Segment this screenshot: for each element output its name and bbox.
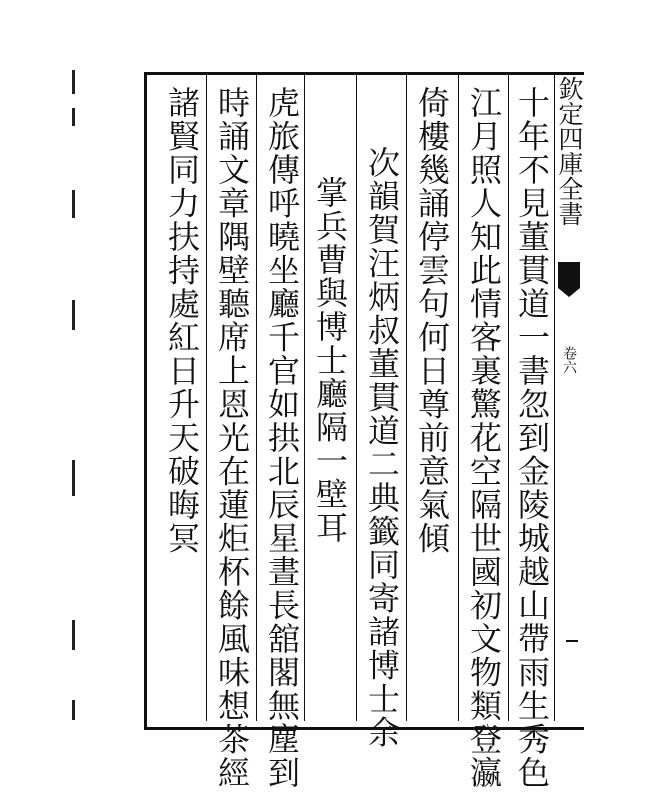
scan-edge-mark <box>72 70 75 94</box>
column-rule <box>206 75 207 721</box>
scan-edge-mark <box>72 108 75 126</box>
column-rule <box>458 75 459 721</box>
scan-edge-mark <box>72 300 75 330</box>
poem-heading-note: 掌兵曹與博士廳隔一壁耳 <box>311 176 349 545</box>
text-column-2: 江月照人知此情客裏驚花空隔世國初文物類登瀛 <box>465 86 503 790</box>
text-column-3: 倚樓幾誦停雲句何日尊前意氣傾 <box>413 86 451 555</box>
column-rule <box>508 75 509 721</box>
scan-edge-mark <box>72 190 75 218</box>
scan-edge-mark <box>72 460 75 496</box>
page-mark <box>566 640 578 642</box>
fish-tail-mark <box>558 262 580 288</box>
column-rule <box>406 75 407 721</box>
poem-heading: 次韻賀汪炳叔董貫道二典籤同寄諸博士余 <box>363 146 401 749</box>
column-rule <box>304 75 305 721</box>
text-column-7: 時誦文章隅壁聽席上恩光在蓮炬杯餘風味想茶經 <box>213 86 251 790</box>
column-rule <box>356 75 357 721</box>
book-title: 欽定四庫全書 <box>555 76 584 226</box>
scan-edge-mark <box>72 700 75 720</box>
fish-tail-notch <box>558 288 580 297</box>
scan-edge-mark <box>72 620 75 650</box>
text-column-1: 十年不見董貫道一書忽到金陵城越山帶雨生秀色 <box>513 86 551 790</box>
volume-number: 卷六 <box>561 346 577 374</box>
column-rule <box>256 75 257 721</box>
text-column-8: 諸賢同力扶持處紅日升天破晦冥 <box>163 86 201 555</box>
text-column-6: 虎旅傳呼曉坐廳千官如拱北辰星晝長舘閣無塵到 <box>263 86 301 790</box>
